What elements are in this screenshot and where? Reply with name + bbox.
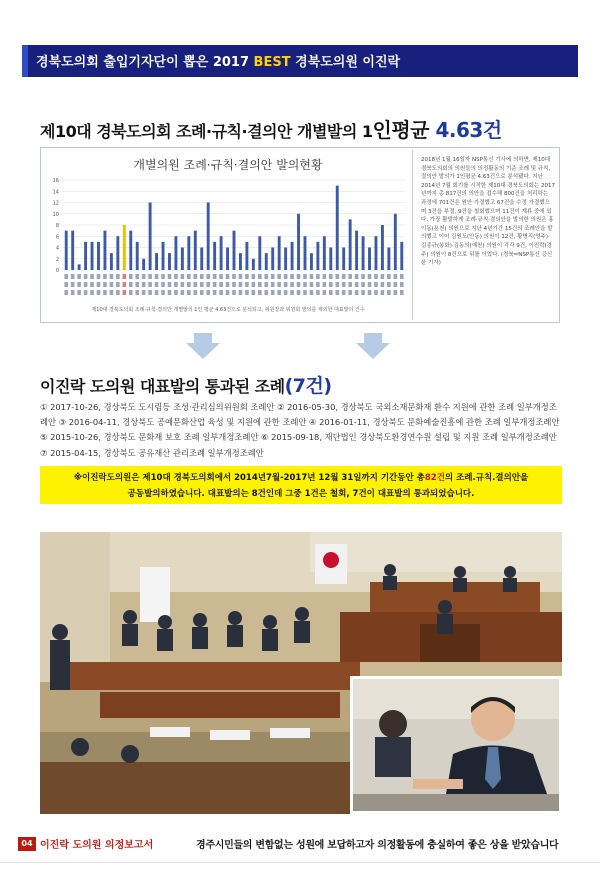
x-label-mark	[174, 274, 178, 279]
x-label-mark	[381, 274, 385, 279]
x-label-mark	[187, 274, 191, 279]
x-label-mark	[264, 282, 268, 287]
x-label-mark	[316, 290, 320, 295]
bar	[271, 248, 274, 271]
x-label-mark	[116, 282, 120, 287]
x-label-mark	[64, 290, 68, 295]
x-label-mark	[187, 282, 191, 287]
bar	[245, 242, 248, 270]
bar	[97, 242, 100, 270]
x-label-mark	[123, 290, 127, 295]
x-label-mark	[155, 282, 159, 287]
x-label-mark	[219, 274, 223, 279]
x-label-mark	[181, 274, 185, 279]
x-label-mark	[342, 290, 346, 295]
x-label-mark	[394, 282, 398, 287]
y-tick-label: 12	[52, 200, 59, 207]
x-label-mark	[181, 290, 185, 295]
x-label-mark	[129, 274, 133, 279]
x-label-mark	[387, 290, 391, 295]
bar	[252, 259, 255, 270]
x-label-mark	[213, 274, 217, 279]
x-label-mark	[155, 290, 159, 295]
bar	[116, 236, 119, 270]
bar	[278, 236, 281, 270]
bar	[342, 248, 345, 271]
bar	[136, 242, 139, 270]
down-arrow-icon	[186, 333, 220, 359]
bar	[355, 231, 358, 270]
x-label-mark	[161, 290, 165, 295]
x-label-mark	[297, 274, 301, 279]
chart-note	[421, 156, 555, 268]
x-label-mark	[200, 290, 204, 295]
bar	[349, 219, 352, 270]
x-label-mark	[206, 274, 210, 279]
x-label-mark	[181, 282, 185, 287]
x-label-mark	[219, 282, 223, 287]
header-title	[36, 51, 400, 70]
bar	[387, 248, 390, 271]
x-label-mark	[84, 274, 88, 279]
x-label-mark	[239, 290, 243, 295]
footer-section-title: 이진락 도의원 의정보고서	[40, 840, 154, 851]
x-label-mark	[323, 282, 327, 287]
header-title-suffix: 경북도의원 이진락	[290, 55, 401, 70]
x-label-mark	[303, 274, 307, 279]
x-label-mark	[355, 290, 359, 295]
x-label-mark	[335, 282, 339, 287]
bar	[368, 248, 371, 271]
x-label-mark	[97, 290, 101, 295]
down-arrow-icon	[356, 333, 390, 359]
speaker-inset-photo	[350, 676, 562, 814]
x-label-mark	[310, 290, 314, 295]
x-label-mark	[77, 290, 81, 295]
x-label-mark	[103, 274, 107, 279]
x-label-mark	[323, 290, 327, 295]
y-tick-label: 6	[55, 234, 59, 241]
x-label-mark	[135, 282, 139, 287]
ordinance-list: ① 2017-10-26, 경상북도 도시림등 조성·관리심의위원회 조례안 ② 2016-05-30, 경상북도 국외소재문화재 환수 지원에 관한 조례 일부개정조례안 ③ 2016-04-11, 경상북도 공예문화산업 육성 및 지원에 관한 조례안 ④ 2016-01-11, 경상북도 문화예술진흥에 관한 조례 일부개정조례안 ⑤ 2015-10-26, 경상북도 문화재 보호 조례 일부개정조례안 ⑥ 2015-09-18, 재단법인 경상북도환경연수원 설립 및 지원 조례 일부개정조례안 ⑦ 2015-04-15, 경상북도 공유재산 관리조례 일부개정조례안	[40, 402, 560, 458]
x-label-mark	[148, 290, 152, 295]
x-label-mark	[290, 282, 294, 287]
x-label-mark	[123, 274, 127, 279]
bar	[155, 253, 158, 270]
section2-title-main: 이진락 도의원 대표발의 통과된 조례	[40, 377, 285, 396]
y-tick-label: 4	[55, 245, 59, 252]
x-label-mark	[361, 282, 365, 287]
x-label-mark	[303, 290, 307, 295]
x-label-mark	[219, 290, 223, 295]
chart-note-text: 2018년 1월 16일자 NSP통신 기사에 의하면, 제10대 경북도의회의 의원들의 의정활동의 기준 조례 및 규칙, 결의안 발의가 1인평균 4.63건으로 분석됐다. 지난 2014년 7월 회기를 시작한 제10대 경북도의회는 2017년까지 총 817건의 의안을 접수해 800건을 처리하는 과정에 701건은 원안 가결했고 67건을 수정 가결했으며 3건을 부결, 9건을 철회했으며 11건이 계류 중에 있다. 가장 활발하게 조례·규칙·결의안을 발의한 의원은 홍이동(용천) 의원으로 지난 4년기간 15건의 조례안을 발의했고 이어 김원도(안동) 의원이 12건, 황병직(영주)·김종규(봉화)·김동의(예천) 의원이 각각 9건, 이진락(경주) 의원이 8건으로 뒤를 이었다.	[421, 157, 555, 258]
x-label-mark	[271, 290, 275, 295]
bar	[71, 231, 74, 270]
x-label-mark	[135, 290, 139, 295]
bar	[149, 203, 152, 271]
x-label-mark	[174, 290, 178, 295]
chart-panel	[40, 147, 560, 323]
x-label-mark	[310, 282, 314, 287]
x-label-mark	[245, 274, 249, 279]
page-header	[0, 0, 600, 82]
x-label-mark	[129, 290, 133, 295]
x-label-mark	[290, 290, 294, 295]
x-label-mark	[129, 282, 133, 287]
x-label-mark	[284, 290, 288, 295]
x-label-mark	[374, 282, 378, 287]
x-label-mark	[252, 274, 256, 279]
x-label-mark	[200, 274, 204, 279]
x-label-mark	[329, 282, 333, 287]
notice-line1-suffix: 의 조례.규칙.결의안을	[444, 473, 529, 483]
chart-title: 개별의원 조례·규칙·결의안 발의현황	[133, 158, 323, 172]
x-label-mark	[239, 282, 243, 287]
x-label-mark	[148, 274, 152, 279]
x-label-mark	[116, 290, 120, 295]
x-label-mark	[200, 282, 204, 287]
bar	[207, 203, 210, 271]
x-label-mark	[193, 290, 197, 295]
y-tick-label: 8	[55, 223, 59, 229]
bar	[284, 248, 287, 271]
section2-title	[40, 371, 332, 398]
x-label-mark	[335, 274, 339, 279]
x-label-mark	[381, 290, 385, 295]
x-label-mark	[374, 274, 378, 279]
x-label-mark	[258, 290, 262, 295]
x-label-mark	[90, 282, 94, 287]
section1-title	[40, 114, 502, 143]
x-label-mark	[400, 290, 404, 295]
x-label-mark	[400, 274, 404, 279]
x-label-mark	[368, 282, 372, 287]
x-label-mark	[361, 274, 365, 279]
x-label-mark	[335, 290, 339, 295]
x-label-mark	[368, 274, 372, 279]
x-label-mark	[90, 274, 94, 279]
x-label-mark	[206, 282, 210, 287]
bar	[258, 236, 261, 270]
x-label-mark	[77, 274, 81, 279]
x-label-mark	[297, 282, 301, 287]
page-footer	[0, 834, 600, 856]
x-label-mark	[110, 290, 114, 295]
x-label-mark	[284, 282, 288, 287]
x-label-mark	[123, 282, 127, 287]
bar	[213, 242, 216, 270]
notice-line2: 공동발의하였습니다. 대표발의는 8건인데 그중 1건은 철회, 7건이 대표발의 통과되었습니다.	[127, 489, 475, 499]
x-label-mark	[245, 282, 249, 287]
y-tick-label: 14	[52, 189, 59, 196]
bar	[110, 253, 113, 270]
x-label-mark	[142, 290, 146, 295]
x-label-mark	[232, 290, 236, 295]
x-label-mark	[361, 290, 365, 295]
x-label-mark	[174, 282, 178, 287]
x-label-mark	[264, 274, 268, 279]
x-label-mark	[142, 282, 146, 287]
header-title-best: BEST	[253, 55, 291, 70]
bar	[291, 242, 294, 270]
x-label-mark	[271, 282, 275, 287]
x-label-mark	[161, 282, 165, 287]
x-label-mark	[245, 290, 249, 295]
x-label-mark	[239, 274, 243, 279]
x-label-mark	[103, 290, 107, 295]
x-label-mark	[394, 290, 398, 295]
x-label-mark	[71, 274, 75, 279]
bar	[103, 231, 106, 270]
x-label-mark	[77, 282, 81, 287]
bar	[233, 231, 236, 270]
notice-box	[40, 466, 562, 504]
header-title-prefix: 경북도의회 출입기자단이 뽑은 2017	[36, 55, 254, 70]
bar	[336, 186, 339, 270]
bar	[323, 236, 326, 270]
bar-highlighted	[123, 225, 126, 270]
bar-chart	[43, 174, 413, 304]
x-label-mark	[355, 282, 359, 287]
x-label-mark	[323, 274, 327, 279]
x-label-mark	[84, 282, 88, 287]
x-label-mark	[110, 282, 114, 287]
bar	[394, 214, 397, 270]
bar	[187, 236, 190, 270]
x-label-mark	[329, 290, 333, 295]
x-label-mark	[310, 274, 314, 279]
y-tick-label: 10	[52, 211, 59, 218]
bar	[239, 253, 242, 270]
bar	[310, 253, 313, 270]
bar	[78, 264, 81, 270]
x-label-mark	[400, 282, 404, 287]
bar	[91, 242, 94, 270]
x-label-mark	[142, 274, 146, 279]
x-label-mark	[71, 282, 75, 287]
x-label-mark	[284, 274, 288, 279]
x-label-mark	[232, 282, 236, 287]
x-label-mark	[187, 290, 191, 295]
chart-caption: 제10대 경북도의회 조례·규칙·결의안 개별발의 1인 평균 4.63건으로 분석되고, 위원장과 위원회 발의를 제외한 대표발의 건수	[91, 307, 365, 313]
x-label-mark	[193, 274, 197, 279]
bar	[316, 242, 319, 270]
x-label-mark	[168, 274, 172, 279]
x-label-mark	[168, 282, 172, 287]
x-label-mark	[277, 290, 281, 295]
bar	[400, 242, 403, 270]
x-label-mark	[342, 282, 346, 287]
x-label-mark	[168, 290, 172, 295]
x-label-mark	[258, 274, 262, 279]
bar	[297, 214, 300, 270]
y-tick-label: 16	[52, 178, 59, 184]
x-label-mark	[110, 274, 114, 279]
bar	[65, 231, 68, 270]
y-tick-label: 0	[55, 268, 59, 274]
bar	[162, 242, 165, 270]
y-tick-label: 2	[55, 256, 59, 263]
x-label-mark	[135, 274, 139, 279]
x-label-mark	[290, 274, 294, 279]
x-label-mark	[232, 274, 236, 279]
x-label-mark	[103, 282, 107, 287]
bar	[220, 236, 223, 270]
notice-line1-prefix: ※이진락도의원은 제10대 경북도의회에서 2014년7월-2017년 12월 31일까지 기간동안 총	[73, 473, 425, 483]
bar	[362, 236, 365, 270]
x-label-mark	[193, 282, 197, 287]
bar	[129, 231, 132, 270]
header-accent	[22, 45, 28, 77]
x-label-mark	[90, 290, 94, 295]
bar	[375, 236, 378, 270]
x-label-mark	[303, 282, 307, 287]
page-number: 04	[18, 837, 36, 851]
x-label-mark	[342, 274, 346, 279]
x-label-mark	[206, 290, 210, 295]
x-label-mark	[252, 282, 256, 287]
x-label-mark	[64, 282, 68, 287]
chart-box	[43, 150, 413, 320]
notice-line1	[40, 471, 562, 483]
x-label-mark	[394, 274, 398, 279]
x-label-mark	[348, 290, 352, 295]
x-label-mark	[64, 274, 68, 279]
x-label-mark	[348, 274, 352, 279]
x-label-mark	[161, 274, 165, 279]
x-label-mark	[264, 290, 268, 295]
x-label-mark	[387, 274, 391, 279]
bar	[174, 236, 177, 270]
section2-title-num: (7건)	[284, 375, 332, 397]
x-label-mark	[213, 282, 217, 287]
x-label-mark	[297, 290, 301, 295]
x-label-mark	[148, 282, 152, 287]
x-label-mark	[226, 274, 230, 279]
bar	[142, 259, 145, 270]
x-label-mark	[252, 290, 256, 295]
section1-title-big: 인평균	[372, 118, 430, 142]
bar	[304, 236, 307, 270]
footer-divider	[0, 862, 600, 863]
x-label-mark	[387, 282, 391, 287]
x-label-mark	[84, 290, 88, 295]
bar	[329, 248, 332, 271]
x-label-mark	[348, 282, 352, 287]
x-label-mark	[355, 274, 359, 279]
x-label-mark	[329, 274, 333, 279]
x-label-mark	[271, 274, 275, 279]
x-label-mark	[97, 282, 101, 287]
x-label-mark	[381, 282, 385, 287]
bar	[181, 248, 184, 271]
section1-title-num: 4.63건	[429, 118, 502, 142]
chart-source: (경북=NSP통신 강신윤 기자)	[421, 251, 553, 267]
x-label-mark	[116, 274, 120, 279]
x-label-mark	[155, 274, 159, 279]
x-label-mark	[226, 290, 230, 295]
x-label-mark	[316, 282, 320, 287]
bar	[200, 248, 203, 271]
bar	[168, 253, 171, 270]
x-label-mark	[226, 282, 230, 287]
bar	[84, 242, 87, 270]
x-label-mark	[258, 282, 262, 287]
x-label-mark	[368, 290, 372, 295]
x-label-mark	[97, 274, 101, 279]
bar	[381, 225, 384, 270]
x-label-mark	[71, 290, 75, 295]
bar	[226, 248, 229, 271]
x-label-mark	[374, 290, 378, 295]
bar	[194, 231, 197, 270]
x-label-mark	[316, 274, 320, 279]
section1-title-main: 제10대 경북도의회 조례·규칙·결의안 개별발의 1	[40, 122, 373, 141]
x-label-mark	[277, 274, 281, 279]
x-label-mark	[277, 282, 281, 287]
x-label-mark	[213, 290, 217, 295]
notice-line1-highlight: 82건	[424, 473, 445, 483]
footer-slogan: 경주시민들의 변함없는 성원에 보답하고자 의정활동에 충실하여 좋은 상을 받았습니다	[196, 840, 559, 851]
bar	[265, 253, 268, 270]
